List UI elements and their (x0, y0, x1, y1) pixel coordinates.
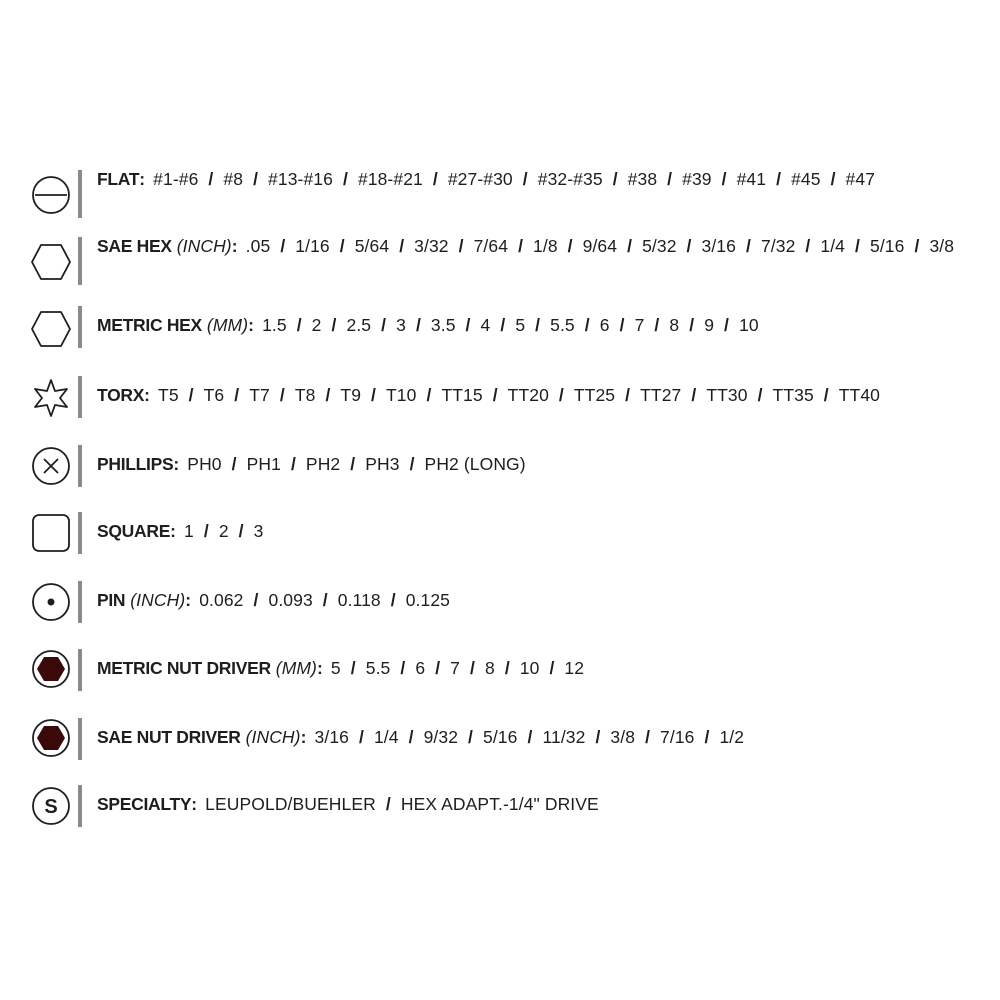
bit-size: 1/16 (295, 236, 330, 256)
bit-size: #45 (791, 169, 821, 189)
bit-size: T8 (294, 385, 316, 405)
size-separator: / (465, 315, 471, 335)
size-separator: / (518, 236, 524, 256)
specialty-s-icon (30, 785, 72, 827)
pin-tip-icon (30, 581, 72, 623)
bit-size: PH2 (LONG) (424, 454, 526, 474)
bit-size: 3/8 (610, 727, 636, 747)
size-separator: / (470, 658, 475, 678)
bit-category-label: SAE HEX (97, 236, 172, 256)
bit-size: TT40 (838, 385, 881, 405)
size-separator: / (612, 169, 618, 189)
label-colon: : (300, 727, 307, 747)
bit-size: 7/32 (760, 236, 796, 256)
bit-size: 3/8 (929, 236, 955, 256)
label-colon: : (248, 315, 255, 335)
hex-tip-icon (30, 308, 72, 350)
bit-size: 4 (480, 315, 491, 335)
bit-size: 7/64 (473, 236, 509, 256)
size-separator: / (325, 385, 331, 405)
row-divider (78, 718, 82, 760)
bit-size: 3 (253, 521, 264, 541)
size-separator: / (322, 590, 328, 610)
size-separator: / (208, 169, 214, 189)
size-separator: / (619, 315, 625, 335)
label-colon: : (144, 385, 151, 405)
size-separator: / (238, 521, 244, 541)
size-separator: / (823, 385, 829, 405)
size-separator: / (400, 658, 406, 678)
bit-size: 2 (311, 315, 322, 335)
size-separator: / (231, 454, 237, 474)
specialty-letter: S (44, 796, 58, 818)
bit-category-label: PIN (97, 590, 126, 610)
size-separator: / (776, 169, 782, 189)
bit-size: #18-#21 (357, 169, 423, 189)
size-separator: / (203, 521, 209, 541)
bit-unit-label: (INCH) (176, 236, 232, 256)
bit-row-text (97, 382, 987, 408)
bit-size: 1/2 (719, 727, 745, 747)
bit-size: 3/16 (314, 727, 349, 747)
bit-size: 3/16 (701, 236, 736, 256)
row-divider (78, 306, 82, 348)
bit-size: 2.5 (346, 315, 372, 335)
bit-size: T5 (158, 385, 179, 405)
bit-size: 1/4 (820, 236, 846, 256)
label-colon: : (231, 236, 238, 256)
size-separator: / (371, 385, 377, 405)
size-separator: / (645, 727, 651, 747)
bit-size: 1/8 (533, 236, 558, 256)
size-separator: / (253, 590, 259, 610)
size-separator: / (654, 315, 660, 335)
bit-row-text (97, 233, 987, 259)
bit-size: 7/16 (660, 727, 695, 747)
label-colon: : (173, 454, 180, 474)
size-separator: / (280, 236, 286, 256)
size-separator: / (558, 385, 564, 405)
bit-row-text (97, 518, 987, 544)
size-separator: / (331, 315, 337, 335)
label-colon: : (185, 590, 192, 610)
size-separator: / (704, 727, 710, 747)
label-colon: : (191, 794, 198, 814)
bit-size: 1.5 (262, 315, 287, 335)
bit-size: TT35 (772, 385, 814, 405)
size-separator: / (855, 236, 860, 256)
bit-category-label: METRIC HEX (97, 315, 202, 335)
bit-size: 9/64 (582, 236, 618, 256)
size-separator: / (385, 794, 391, 814)
size-separator: / (468, 727, 474, 747)
size-separator: / (279, 385, 285, 405)
bit-size: 3.5 (430, 315, 456, 335)
bit-size: TT30 (706, 385, 748, 405)
size-separator: / (527, 727, 533, 747)
bit-size: 0.118 (337, 590, 381, 610)
bit-size: 0.062 (199, 590, 244, 610)
bit-size: TT20 (507, 385, 549, 405)
bit-size: 11/32 (542, 727, 586, 747)
size-separator: / (188, 385, 194, 405)
bit-size: 10 (739, 315, 759, 335)
torx-tip-icon (30, 377, 72, 419)
size-separator: / (350, 454, 356, 474)
bit-size: 1 (184, 521, 194, 541)
bit-size: TT27 (640, 385, 682, 405)
bit-size: T6 (203, 385, 225, 405)
bit-size: #13-#16 (268, 169, 333, 189)
hex-tip-icon (30, 241, 72, 283)
bit-size: #47 (845, 169, 876, 189)
size-separator: / (686, 236, 692, 256)
row-divider (78, 445, 82, 487)
bit-size: 7 (634, 315, 645, 335)
bit-row-text (97, 166, 987, 192)
bit-size: 9 (704, 315, 715, 335)
bit-row-text (97, 724, 987, 750)
size-separator: / (399, 236, 405, 256)
size-separator: / (359, 727, 364, 747)
bit-unit-label: (INCH) (245, 727, 301, 747)
bit-row-text (97, 791, 987, 817)
size-separator: / (296, 315, 302, 335)
bit-size: #8 (223, 169, 244, 189)
bit-size: .05 (245, 236, 271, 256)
size-separator: / (342, 169, 348, 189)
bit-size: #27-#30 (447, 169, 513, 189)
bit-size: 6 (599, 315, 610, 335)
bit-size: 0.093 (268, 590, 313, 610)
size-separator: / (432, 169, 438, 189)
size-separator: / (415, 315, 421, 335)
size-separator: / (500, 315, 506, 335)
size-separator: / (757, 385, 763, 405)
bit-category-label: METRIC NUT DRIVER (97, 658, 271, 678)
size-separator: / (253, 169, 259, 189)
size-separator: / (667, 169, 673, 189)
size-separator: / (458, 236, 464, 256)
bit-size: #38 (627, 169, 658, 189)
bit-size: HEX ADAPT.-1/4" DRIVE (400, 794, 599, 814)
bit-size: 0.125 (405, 590, 451, 610)
bit-unit-label: (INCH) (130, 590, 186, 610)
flat-tip-icon (30, 174, 72, 216)
bit-size: TT25 (573, 385, 616, 405)
size-separator: / (390, 590, 396, 610)
size-separator: / (522, 169, 528, 189)
label-colon: : (139, 169, 146, 189)
bit-size: 3/32 (414, 236, 449, 256)
row-divider (78, 237, 82, 285)
size-separator: / (435, 658, 441, 678)
size-separator: / (595, 727, 601, 747)
bit-size: 12 (564, 658, 585, 678)
bit-size: 3 (396, 315, 406, 335)
size-separator: / (830, 169, 836, 189)
size-separator: / (745, 236, 751, 256)
nut-driver-icon (30, 717, 72, 759)
bit-size: #32-#35 (537, 169, 603, 189)
bit-size: 7 (450, 658, 460, 678)
bit-size: T7 (249, 385, 270, 405)
label-colon: : (316, 658, 323, 678)
row-divider (78, 785, 82, 827)
bit-size: 6 (415, 658, 426, 678)
bit-size: LEUPOLD/BUEHLER (205, 794, 376, 814)
bit-size: PH1 (246, 454, 281, 474)
bit-size: 5.5 (365, 658, 391, 678)
size-separator: / (409, 454, 415, 474)
size-separator: / (724, 315, 729, 335)
bit-row-text (97, 312, 987, 338)
size-separator: / (914, 236, 920, 256)
bit-size: 8 (669, 315, 680, 335)
size-separator: / (339, 236, 345, 256)
size-separator: / (689, 315, 695, 335)
size-separator: / (381, 315, 387, 335)
bit-category-label: PHILLIPS (97, 454, 174, 474)
phillips-tip-icon (30, 445, 72, 487)
bit-category-label: FLAT (97, 169, 140, 189)
size-separator: / (721, 169, 727, 189)
row-divider (78, 512, 82, 554)
size-separator: / (504, 658, 510, 678)
bit-size: PH0 (187, 454, 222, 474)
row-divider (78, 649, 82, 691)
bit-unit-label: (MM) (206, 315, 249, 335)
bit-size: 5/64 (354, 236, 390, 256)
size-separator: / (350, 658, 356, 678)
size-separator: / (691, 385, 697, 405)
size-separator: / (625, 385, 631, 405)
square-tip-icon (30, 512, 72, 554)
bit-size: T9 (340, 385, 362, 405)
bit-category-label: SAE NUT DRIVER (97, 727, 241, 747)
bit-size: 8 (484, 658, 495, 678)
bit-size: 10 (519, 658, 540, 678)
nut-driver-icon (30, 648, 72, 690)
size-separator: / (426, 385, 432, 405)
bit-size: 5 (330, 658, 341, 678)
bit-category-label: TORX (97, 385, 145, 405)
bit-size: PH3 (365, 454, 400, 474)
row-divider (78, 581, 82, 623)
label-colon: : (170, 521, 177, 541)
bit-size: 5.5 (550, 315, 575, 335)
bit-category-label: SPECIALTY (97, 794, 192, 814)
bit-size: T10 (386, 385, 417, 405)
bit-size: #41 (736, 169, 767, 189)
bit-size: 2 (218, 521, 229, 541)
size-separator: / (627, 236, 633, 256)
bit-row-text (97, 655, 987, 681)
bit-unit-label: (MM) (275, 658, 317, 678)
size-separator: / (492, 385, 498, 405)
bit-size: #1-#6 (153, 169, 199, 189)
bit-size: TT15 (441, 385, 483, 405)
bit-category-label: SQUARE (97, 521, 171, 541)
size-separator: / (567, 236, 573, 256)
size-separator: / (234, 385, 240, 405)
size-separator: / (805, 236, 811, 256)
size-separator: / (290, 454, 296, 474)
bit-size: #39 (682, 169, 712, 189)
bit-size: 9/32 (423, 727, 459, 747)
bit-row-text (97, 451, 987, 477)
bit-row-text (97, 587, 987, 613)
bit-size: PH2 (305, 454, 341, 474)
bit-size: 1/4 (373, 727, 399, 747)
row-divider (78, 376, 82, 418)
size-separator: / (408, 727, 414, 747)
bit-size: 5 (515, 315, 526, 335)
row-divider (78, 170, 82, 218)
size-separator: / (535, 315, 541, 335)
bit-size: 5/16 (870, 236, 905, 256)
size-separator: / (584, 315, 590, 335)
size-separator: / (549, 658, 555, 678)
bit-size: 5/32 (642, 236, 677, 256)
bit-size: 5/16 (483, 727, 518, 747)
